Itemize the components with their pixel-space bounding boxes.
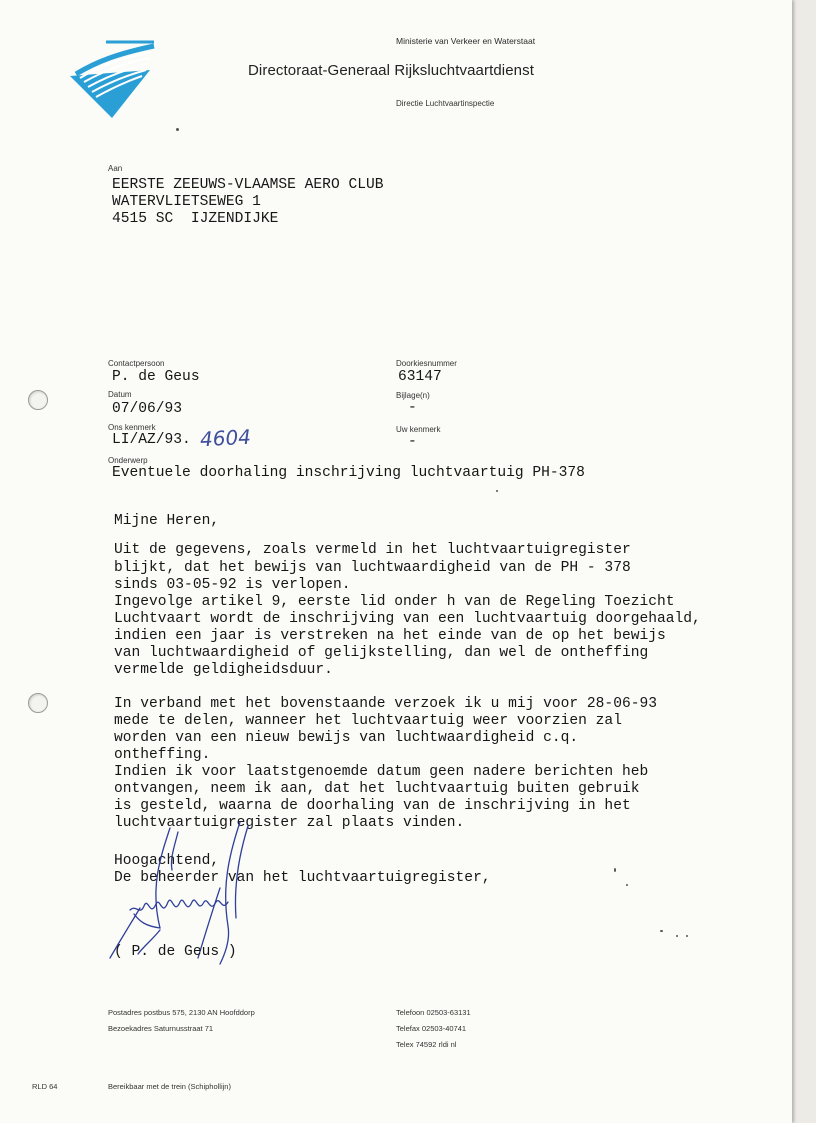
- footer-postal-address: Postadres postbus 575, 2130 AN Hoofddorp: [108, 1008, 255, 1017]
- our-ref-label: Ons kenmerk: [108, 423, 156, 432]
- direct-number-value: 63147: [398, 369, 442, 385]
- recipient-line-1: EERSTE ZEEUWS-VLAAMSE AERO CLUB: [112, 177, 384, 193]
- body-line: sinds 03-05-92 is verlopen.: [114, 577, 351, 593]
- body-line: ontheffing.: [114, 747, 211, 763]
- recipient-line-2: WATERVLIETSEWEG 1: [112, 194, 261, 210]
- body-line: Luchtvaart wordt de inschrijving van een luchtvaartuig doorgehaald,: [114, 611, 701, 627]
- your-ref-value: -: [408, 434, 417, 450]
- body-line: luchtvaartuigregister zal plaats vinden.: [114, 815, 465, 831]
- recipient-line-3: 4515 SC IJZENDIJKE: [112, 211, 279, 227]
- body-line: vermelde geldigheidsduur.: [114, 662, 333, 678]
- your-ref-label: Uw kenmerk: [396, 425, 441, 434]
- direct-number-label: Doorkiesnummer: [396, 359, 457, 368]
- contact-value: P. de Geus: [112, 369, 200, 385]
- body-line: Ingevolge artikel 9, eerste lid onder h van de Regeling Toezicht: [114, 594, 675, 610]
- enclosure-value: -: [408, 400, 417, 416]
- closing: Hoogachtend,: [114, 853, 220, 869]
- salutation: Mijne Heren,: [114, 513, 220, 529]
- body-line: ontvangen, neem ik aan, dat het luchtvaartuig buiten gebruik: [114, 781, 640, 797]
- contact-label: Contactpersoon: [108, 359, 165, 368]
- closing-role: De beheerder van het luchtvaartuigregister,: [114, 870, 491, 886]
- subject-label: Onderwerp: [108, 456, 148, 465]
- date-label: Datum: [108, 390, 132, 399]
- subject-value: Eventuele doorhaling inschrijving luchtvaartuig PH-378: [112, 465, 585, 481]
- body-line: indien een jaar is verstreken na het einde van de op het bewijs: [114, 628, 666, 644]
- footer-telex: Telex 74592 rldi nl: [396, 1040, 457, 1049]
- footer-reachability: Bereikbaar met de trein (Schiphollĳn): [108, 1082, 231, 1091]
- punch-hole: [28, 390, 48, 410]
- footer-fax: Telefax 02503-40741: [396, 1024, 467, 1033]
- department-name: Directie Luchtvaartinspectie: [396, 99, 495, 108]
- body-line: worden van een nieuw bewijs van luchtwaardigheid c.q.: [114, 730, 579, 746]
- body-line: van luchtwaardigheid of gelijkstelling, dan wel de ontheffing: [114, 645, 649, 661]
- enclosure-label: Bijlage(n): [396, 391, 430, 400]
- directorate-name: Directoraat-Generaal Rijksluchtvaartdienst: [248, 62, 534, 79]
- body-line: mede te delen, wanneer het luchtvaartuig weer voorzien zal: [114, 713, 622, 729]
- signatory-name: ( P. de Geus ): [114, 944, 237, 960]
- rld-wing-logo-icon: [66, 40, 158, 120]
- handwritten-reference: 4604: [199, 424, 252, 452]
- footer-form-code: RLD 64: [32, 1082, 58, 1091]
- body-line: blijkt, dat het bewijs van luchtwaardigheid van de PH - 378: [114, 560, 631, 576]
- ministry-name: Ministerie van Verkeer en Waterstaat: [396, 36, 536, 46]
- our-ref-value: LI/AZ/93.: [112, 432, 191, 448]
- body-line: Uit de gegevens, zoals vermeld in het luchtvaartuigregister: [114, 542, 631, 558]
- body-line: Indien ik voor laatstgenoemde datum geen nadere berichten heb: [114, 764, 649, 780]
- body-line: is gesteld, waarna de doorhaling van de inschrijving in het: [114, 798, 631, 814]
- date-value: 07/06/93: [112, 401, 183, 417]
- body-line: In verband met het bovenstaande verzoek ik u mij voor 28-06-93: [114, 696, 657, 712]
- footer-visiting-address: Bezoekadres Saturnusstraat 71: [108, 1024, 214, 1033]
- recipient-label: Aan: [108, 164, 123, 173]
- punch-hole: [28, 693, 48, 713]
- footer-phone: Telefoon 02503-63131: [396, 1008, 471, 1017]
